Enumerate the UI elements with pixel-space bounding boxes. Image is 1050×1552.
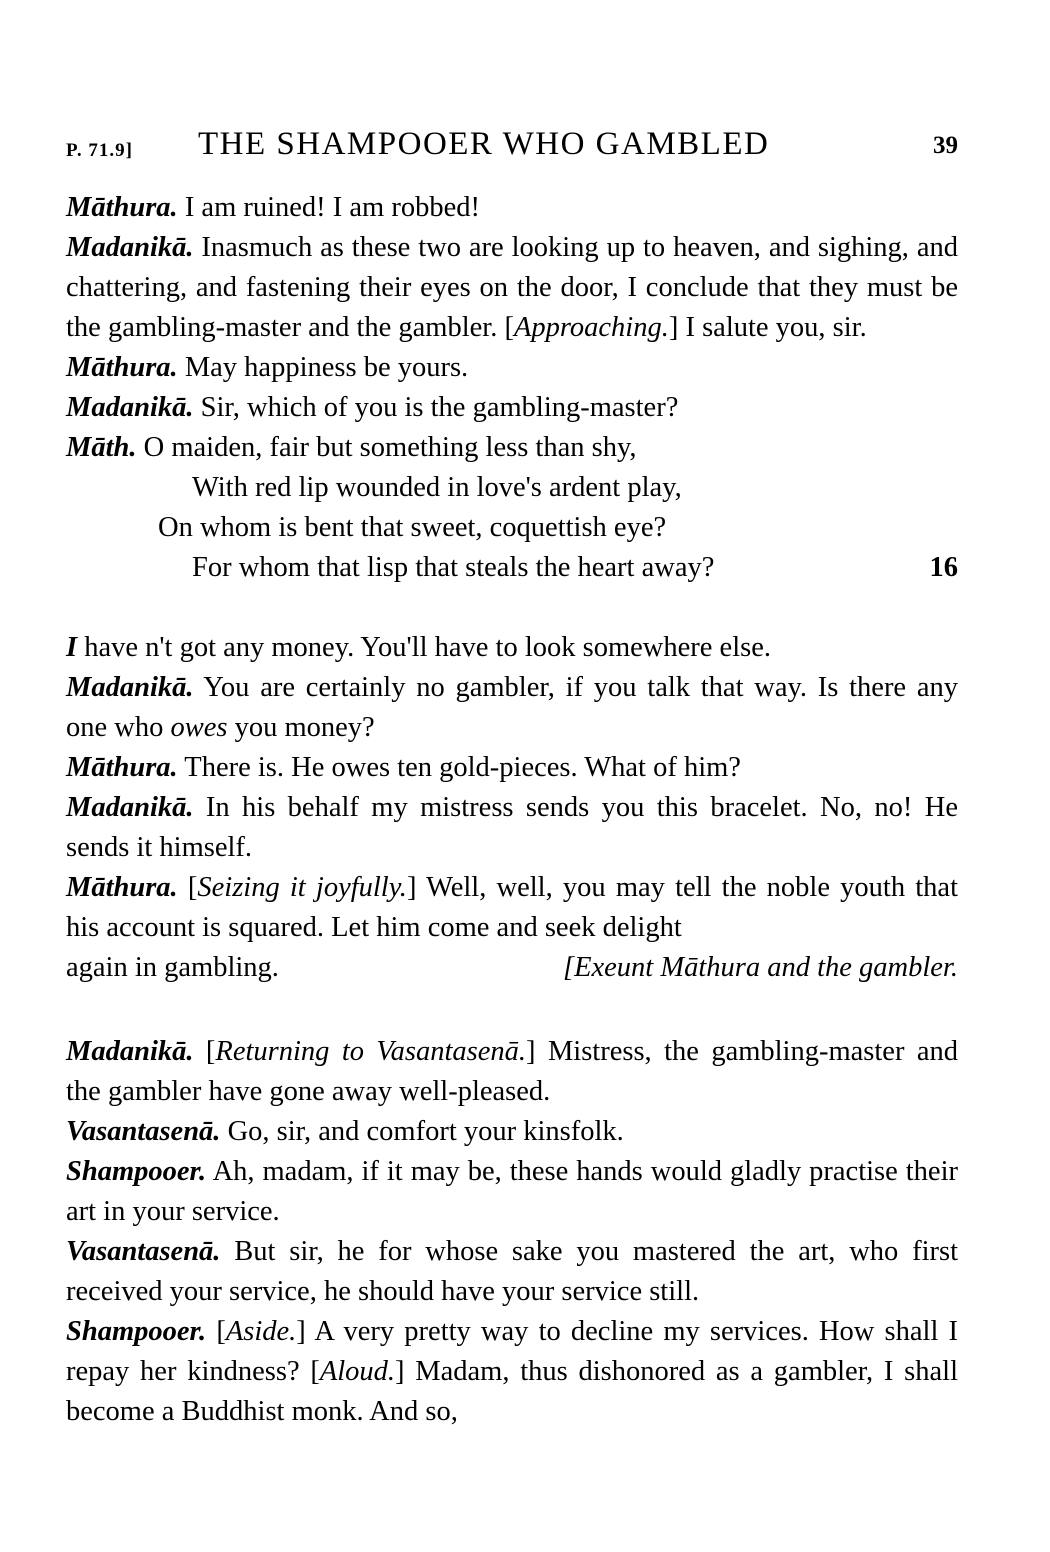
- dialogue-paragraph: [66, 1112, 958, 1152]
- speaker-name: Madanikā.: [66, 1036, 194, 1067]
- dialogue-paragraph: [66, 868, 958, 948]
- speaker-name: Māthura.: [66, 352, 178, 383]
- speaker-name: Shampooer.: [66, 1156, 207, 1187]
- speaker-name: Vasantasenā.: [66, 1236, 221, 1267]
- verse-number: 16: [929, 552, 958, 583]
- speaker-name: Madanikā.: [66, 392, 194, 423]
- speech-text: Ah, madam, if it may be, these hands would gladly practise their art in your service.: [66, 1156, 958, 1227]
- dialogue-paragraph: [66, 428, 958, 468]
- dialogue-paragraph: [66, 788, 958, 868]
- speech-text: again in gambling.: [66, 952, 279, 983]
- exit-line: [66, 948, 958, 988]
- speech-text: ] Madam, thus dishonored as a gambler, I shall become a Buddhist monk. And so,: [66, 1356, 958, 1427]
- dialogue-paragraph: [66, 1312, 958, 1432]
- stage-direction: Returning to Vasantasenā.: [215, 1036, 527, 1067]
- verse-stanza: [66, 468, 958, 628]
- speech-text: ] I salute you, sir.: [668, 312, 867, 343]
- dialogue-paragraph: [66, 748, 958, 788]
- speaker-name: Māthura.: [66, 872, 178, 903]
- speaker-name: Māth.: [66, 432, 137, 463]
- speech-text: [: [206, 1316, 226, 1347]
- running-header: [66, 126, 958, 174]
- speaker-name: Madanikā.: [66, 232, 194, 263]
- speech-text: [: [177, 872, 198, 903]
- dialogue-paragraph: [66, 628, 958, 668]
- speech-text: have n't got any money. You'll have to look somewhere else.: [77, 632, 771, 663]
- speech-text: you money?: [227, 712, 375, 743]
- speaker-name: Māthura.: [66, 192, 178, 223]
- verse-line: On whom is bent that sweet, coquettish eye?: [158, 512, 667, 543]
- stage-direction: Approaching.: [513, 312, 669, 343]
- dialogue-paragraph: [66, 1152, 958, 1232]
- emphasis: owes: [170, 712, 228, 743]
- speaker-name: Māthura.: [66, 752, 178, 783]
- running-title: THE SHAMPOOER WHO GAMBLED: [198, 126, 770, 162]
- speaker-name: Vasantasenā.: [66, 1116, 221, 1147]
- stage-direction: Aside.: [225, 1316, 297, 1347]
- verse-line: O maiden, fair but something less than shy,: [136, 432, 637, 463]
- speech-text: [: [193, 1036, 216, 1067]
- speech-text: Go, sir, and comfort your kinsfolk.: [220, 1116, 624, 1147]
- speech-text: I am ruined! I am robbed!: [177, 192, 480, 223]
- dialogue-paragraph: [66, 1232, 958, 1312]
- speech-text: May happiness be yours.: [177, 352, 469, 383]
- speech-text: In his behalf my mistress sends you this bracelet. No, no! He sends it himself.: [66, 792, 958, 863]
- dialogue-paragraph: [66, 388, 958, 428]
- dialogue-paragraph: [66, 1032, 958, 1112]
- speaker-name: Madanikā.: [66, 672, 194, 703]
- stage-direction: Seizing it joyfully.: [197, 872, 407, 903]
- page-number: 39: [933, 132, 958, 159]
- dialogue-paragraph: [66, 228, 958, 348]
- dialogue-paragraph: [66, 668, 958, 748]
- verse-line: For whom that lisp that steals the heart away?: [192, 552, 715, 583]
- speaker-name: I: [66, 632, 78, 663]
- speech-text: There is. He owes ten gold-pieces. What of him?: [177, 752, 741, 783]
- speech-text: But sir, he for whose sake you mastered the art, who first received your service, he should have your service still.: [66, 1236, 958, 1307]
- speech-text: ] Well, well, you may tell the noble youth that his account is squared. Let him come and seek delight: [66, 872, 958, 943]
- stage-direction: Aloud.: [319, 1356, 396, 1387]
- speech-text: Sir, which of you is the gambling-master?: [193, 392, 679, 423]
- stage-direction-exit: [Exeunt Māthura and the gambler.: [563, 952, 958, 983]
- speech-text: ] Mistress, the gambling-master and the gambler have gone away well-pleased.: [66, 1036, 959, 1107]
- dialogue-paragraph: [66, 188, 958, 228]
- dialogue-paragraph: [66, 348, 958, 388]
- speaker-name: Shampooer.: [66, 1316, 207, 1347]
- speaker-name: Madanikā.: [66, 792, 194, 823]
- speech-text: Inasmuch as these two are looking up to heaven, and sighing, and chattering, and fastening their eyes on the door, I conclude that they must be the gambling-master and the gambler. [: [66, 232, 958, 343]
- verse-line: With red lip wounded in love's ardent play,: [192, 472, 682, 503]
- speech-text: ] A very pretty way to decline my services. How shall I repay her kindness? [: [66, 1316, 959, 1387]
- page-body: [66, 188, 958, 1432]
- speech-text: You are certainly no gambler, if you talk that way. Is there any one who: [66, 672, 958, 743]
- page-reference: P. 71.9]: [66, 140, 133, 161]
- scene-break: [66, 988, 958, 1032]
